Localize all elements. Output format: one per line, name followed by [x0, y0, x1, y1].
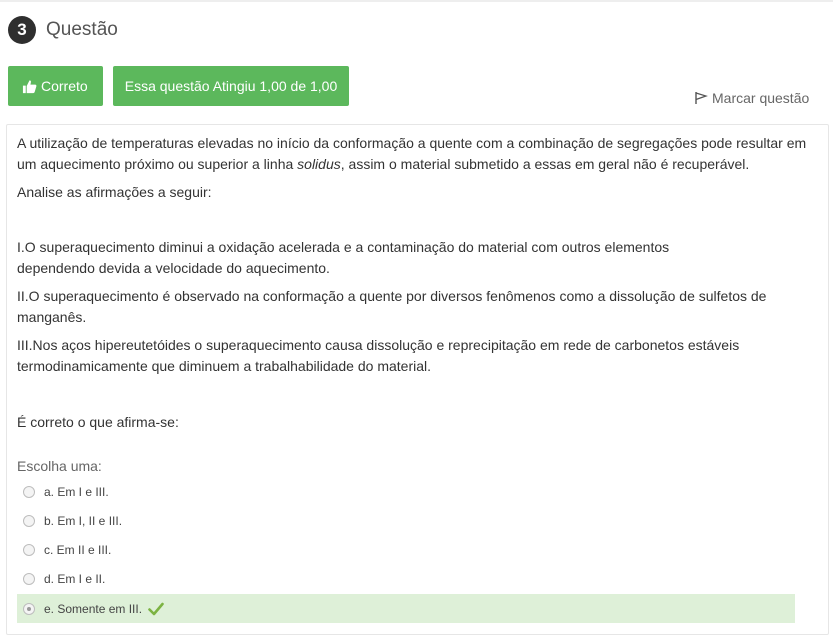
- radio-button[interactable]: [23, 573, 35, 585]
- question-prompt: É correto o que afirma-se:: [17, 414, 179, 430]
- option-label: d. Em I e II.: [44, 571, 106, 586]
- intro-italic: solidus: [297, 156, 341, 172]
- option-label: e. Somente em III.: [44, 601, 143, 616]
- question-number: 3: [8, 16, 36, 44]
- radio-button[interactable]: [23, 486, 35, 498]
- status-label: Correto: [41, 78, 88, 94]
- question-header: [8, 16, 118, 44]
- option-label: c. Em II e III.: [44, 542, 112, 557]
- option-e[interactable]: [17, 594, 795, 623]
- correct-status-badge: [8, 66, 103, 106]
- top-divider: [0, 0, 833, 2]
- intro-text-2: , assim o material submetido a essas em geral não é recuperável.: [340, 156, 750, 172]
- option-label: b. Em I, II e III.: [44, 513, 123, 528]
- statement-1-line-2: dependendo devida a velocidade do aquecimento.: [17, 260, 330, 276]
- question-intro: [17, 133, 807, 175]
- thumbs-up-icon: [22, 79, 37, 94]
- option-a[interactable]: [17, 477, 795, 506]
- question-title: Questão: [46, 19, 118, 40]
- statement-1-line-1: I.O superaquecimento diminui a oxidação acelerada e a contaminação do material com outros elementos: [17, 239, 670, 255]
- option-d[interactable]: [17, 564, 795, 593]
- choose-label: Escolha uma:: [17, 458, 102, 474]
- option-b[interactable]: [17, 506, 795, 535]
- statement-1: [17, 237, 777, 279]
- statement-2: II.O superaquecimento é observado na conformação a quente por diversos fenômenos como a dissolução de sulfetos de manganês.: [17, 288, 767, 325]
- analyze-instruction: Analise as afirmações a seguir:: [17, 184, 212, 200]
- option-c[interactable]: [17, 535, 795, 564]
- grade-label: Essa questão Atingiu 1,00 de 1,00: [124, 78, 338, 94]
- flag-icon: [694, 91, 708, 105]
- option-label: a. Em I e III.: [44, 484, 109, 499]
- flag-question-link[interactable]: [694, 90, 809, 106]
- statement-3: III.Nos aços hipereutetóides o superaquecimento causa dissolução e reprecipitação em rede de carbonetos estáveis termodinamicamente que diminuem a trabalhabilidade do material.: [17, 337, 740, 374]
- flag-label: Marcar questão: [712, 90, 810, 106]
- radio-button[interactable]: [23, 515, 35, 527]
- grade-badge: [113, 66, 349, 106]
- intro-text-1: A utilização de temperaturas elevadas no início da conformação a quente com a combinação de segregações pode resultar em um aquecimento próximo ou superior a linha: [17, 135, 807, 172]
- radio-button[interactable]: [23, 544, 35, 556]
- question-content: [6, 124, 829, 635]
- checkmark-icon: [148, 602, 164, 616]
- radio-button-selected[interactable]: [23, 603, 35, 615]
